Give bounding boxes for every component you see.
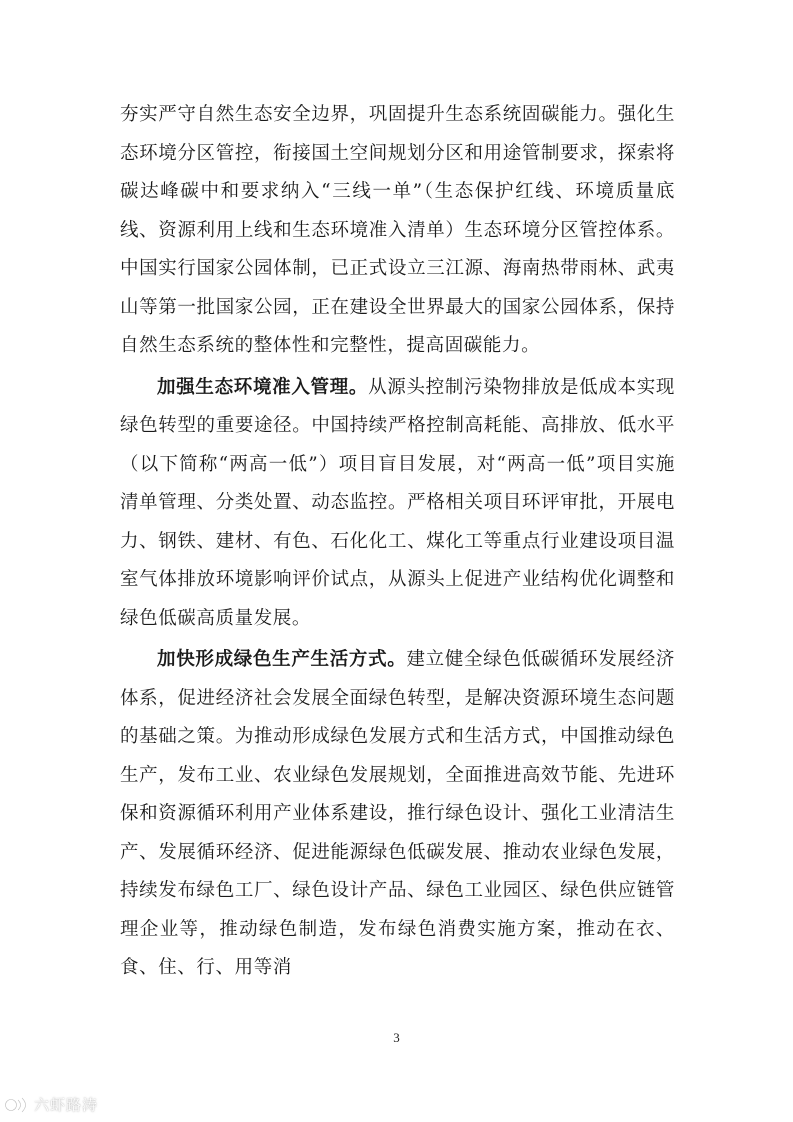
watermark (4, 1094, 98, 1115)
watermark-logo-icon (4, 1095, 30, 1115)
paragraph-environmental-access (120, 369, 675, 639)
paragraph-text: 夯实严守自然生态安全边界，巩固提升生态系统固碳能力。强化生态环境分区管控，衔接国土空间规划分区和用途管制要求，探索将碳达峰碳中和要求纳入“三线一单”（生态保护红线、环境质量底线、资源利用上线和生态环境准入清单）生态环境分区管控体系。中国实行国家公园体制，已正式设立三江源、海南热带雨林、武夷山等第一批国家公园，正在建设全世界最大的国家公园体系，保持自然生态系统的整体性和完整性，提高固碳能力。 (120, 104, 675, 356)
paragraph-text: 建立健全绿色低碳循环发展经济体系，促进经济社会发展全面绿色转型，是解决资源环境生态问题的基础之策。为推动形成绿色发展方式和生活方式，中国推动绿色生产，发布工业、农业绿色发展规划，全面推进高效节能、先进环保和资源循环利用产业体系建设，推行绿色设计、强化工业清洁生产、发展循环经济、促进能源绿色低碳发展、推动农业绿色发展，持续发布绿色工厂、绿色设计产品、绿色工业园区、绿色供应链管理企业等，推动绿色制造，发布绿色消费实施方案，推动在衣、食、住、行、用等消 (120, 649, 675, 978)
paragraph-lead: 加强生态环境准入管理。 (157, 376, 369, 398)
paragraph-lead: 加快形成绿色生产生活方式。 (157, 649, 407, 670)
page-number: 3 (393, 1030, 400, 1045)
document-body (120, 96, 675, 988)
paragraph-green-lifestyle (120, 641, 675, 988)
paragraph-ecological-boundary (120, 96, 675, 366)
watermark-text: 六虾路涛 (34, 1096, 99, 1114)
paragraph-text: 从源头控制污染物排放是低成本实现绿色转型的重要途径。中国持续严格控制高耗能、高排放、低水平（以下简称“两高一低”）项目盲目发展，对“两高一低”项目实施清单管理、分类处置、动态监控。严格相关项目环评审批，开展电力、钢铁、建材、有色、石化化工、煤化工等重点行业建设项目温室气体排放环境影响评价试点，从源头上促进产业结构优化调整和绿色低碳高质量发展。 (120, 376, 675, 629)
